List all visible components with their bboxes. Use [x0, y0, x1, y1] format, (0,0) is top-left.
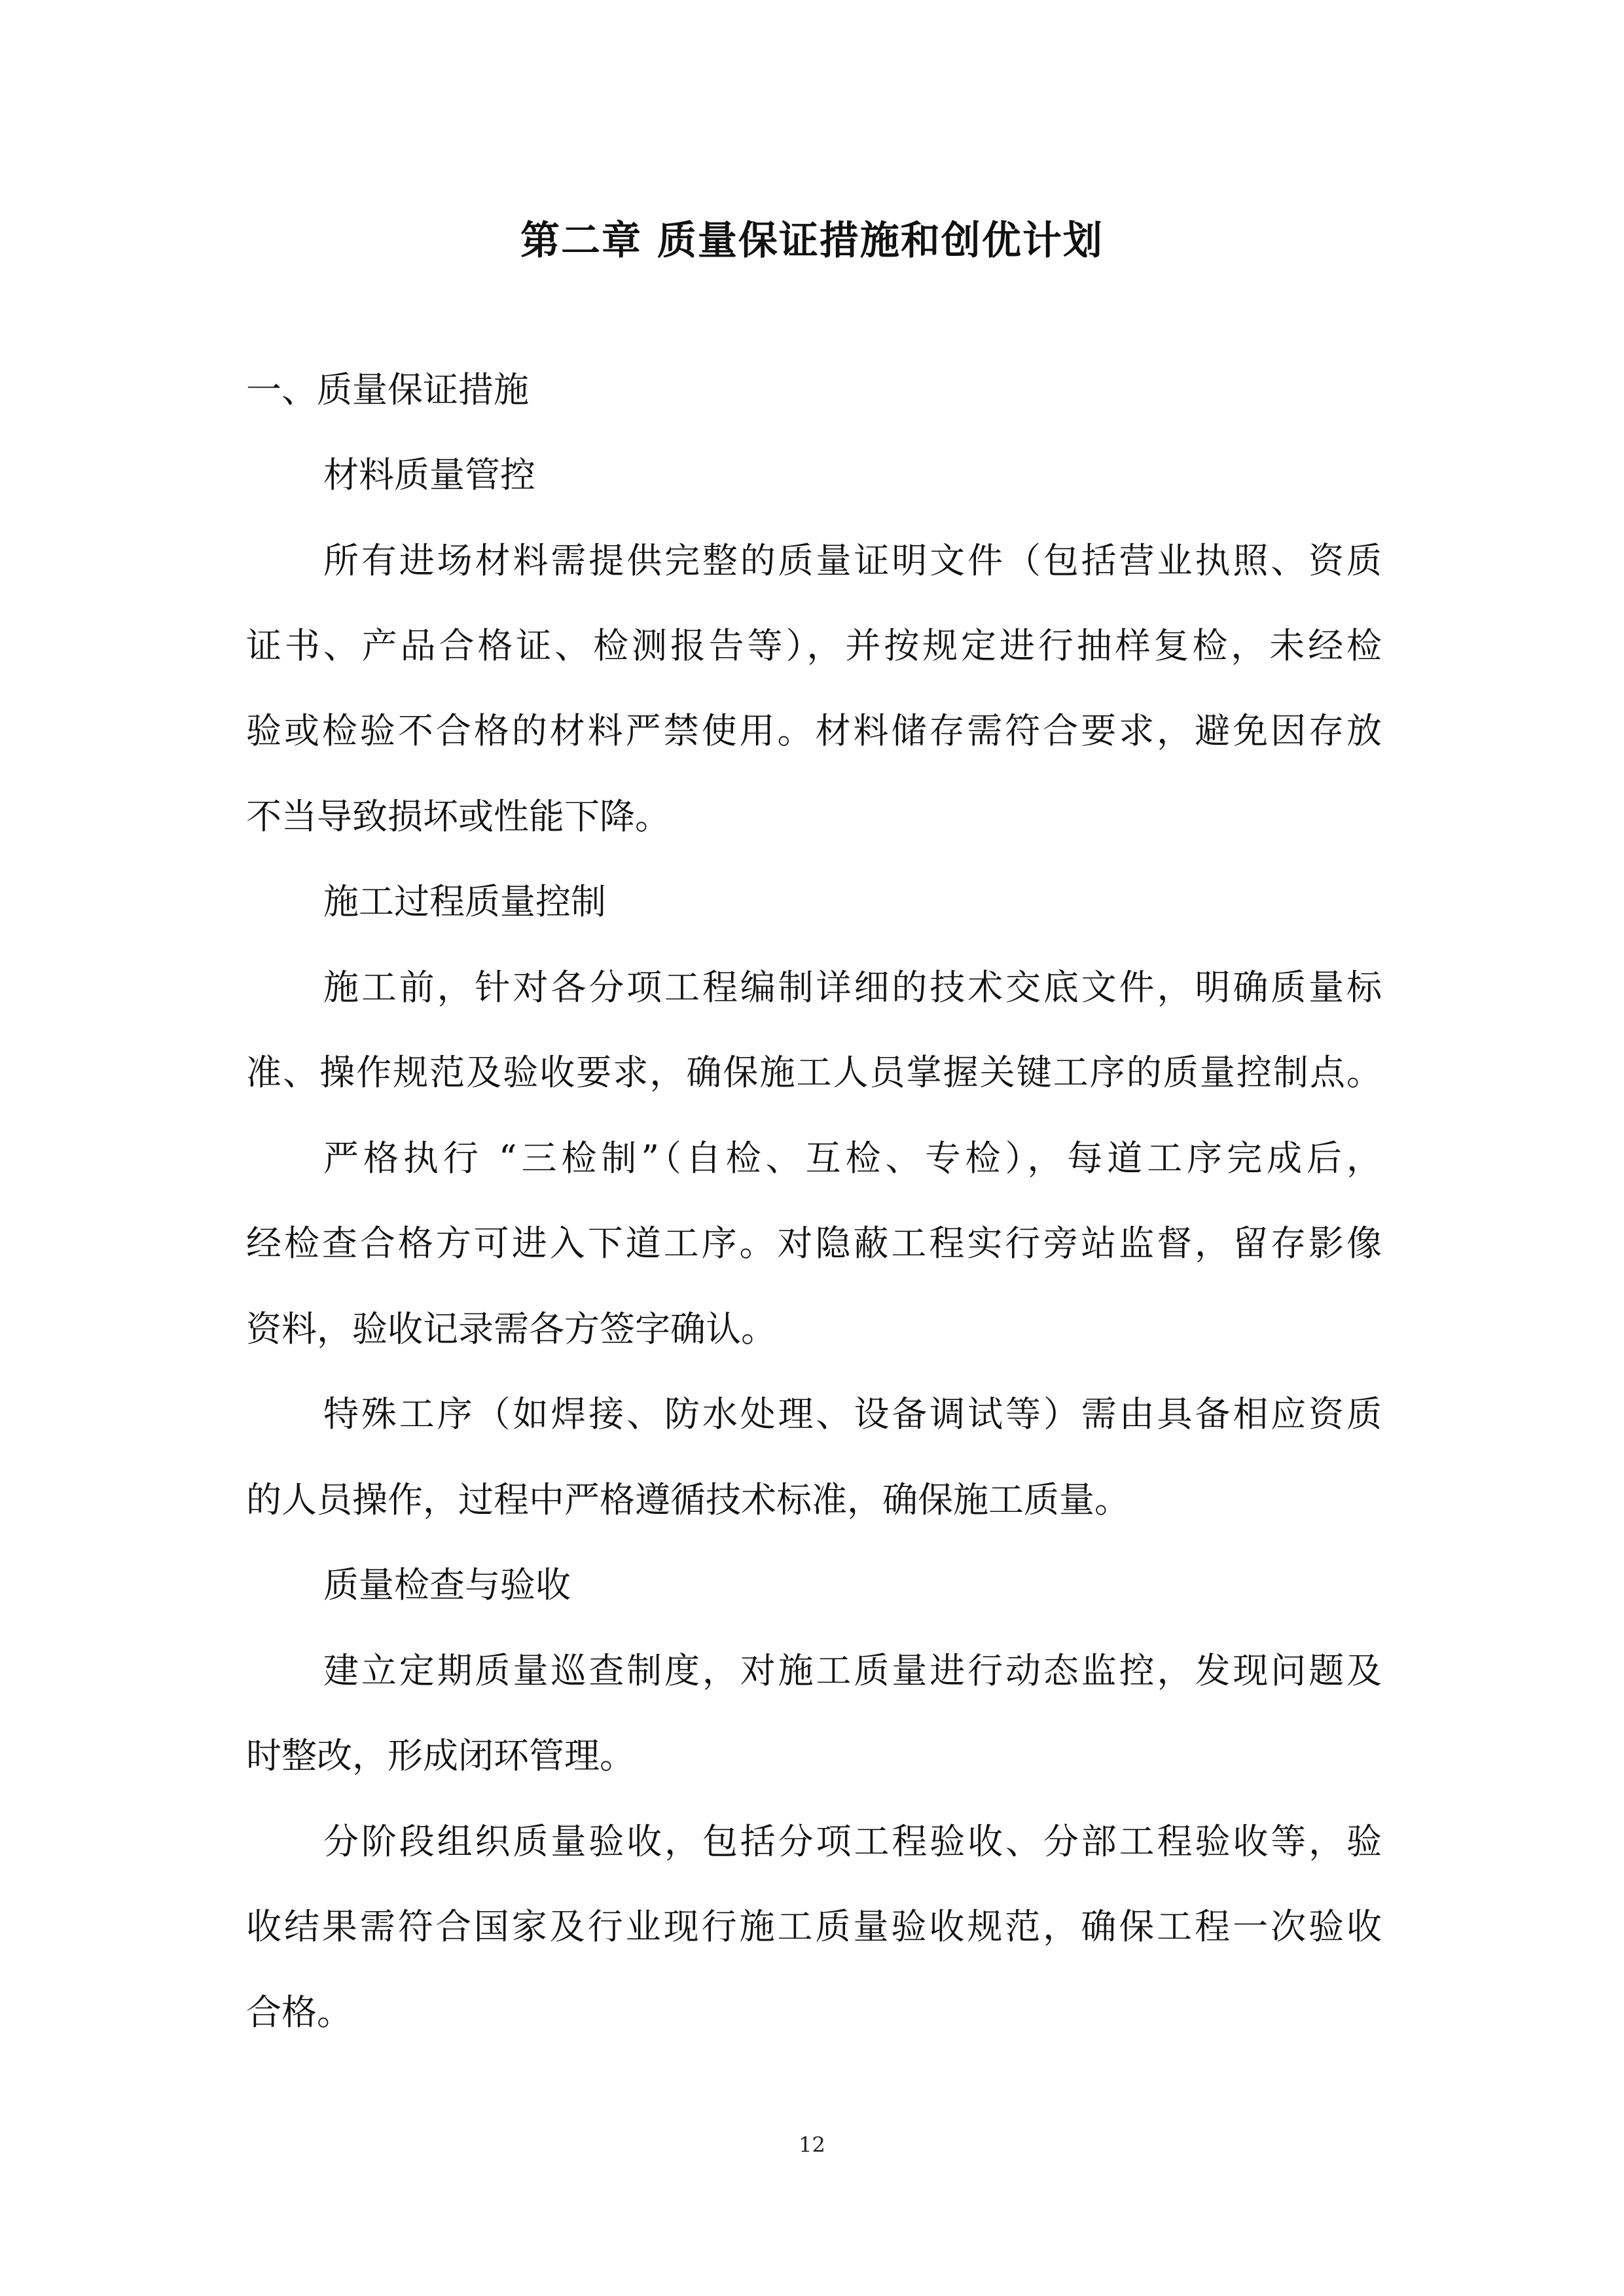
- paragraph-line: 经检查合格方可进入下道工序。对隐蔽工程实行旁站监督，留存影像: [246, 1223, 1382, 1264]
- paragraph-line: 时整改，形成闭环管理。: [246, 1735, 635, 1776]
- page-number: 12: [799, 2132, 825, 2157]
- subsection-heading-material-quality: 材料质量管控: [323, 454, 535, 495]
- paragraph-line: 验或检验不合格的材料严禁使用。材料储存需符合要求，避免因存放: [246, 710, 1382, 751]
- paragraph-line: 施工前，针对各分项工程编制详细的技术交底文件，明确质量标: [323, 967, 1382, 1008]
- paragraph-line: 不当导致损坏或性能下降。: [246, 796, 670, 837]
- paragraph-line: 特殊工序（如焊接、防水处理、设备调试等）需由具备相应资质: [323, 1393, 1382, 1435]
- subsection-heading-process-control: 施工过程质量控制: [323, 881, 606, 922]
- paragraph-line: 所有进场材料需提供完整的质量证明文件（包括营业执照、资质: [323, 540, 1382, 581]
- paragraph-line: 收结果需符合国家及行业现行施工质量验收规范，确保工程一次验收: [246, 1906, 1382, 1947]
- paragraph-line: 严格执行 “三检制”（自检、互检、专检），每道工序完成后，: [323, 1138, 1382, 1179]
- chapter-title: 第二章 质量保证措施和创优计划: [520, 218, 1104, 264]
- paragraph-line: 准、操作规范及验收要求，确保施工人员掌握关键工序的质量控制点。: [246, 1052, 1382, 1093]
- subsection-heading-inspection-acceptance: 质量检查与验收: [323, 1564, 571, 1605]
- paragraph-line: 的人员操作，过程中严格遵循技术标准，确保施工质量。: [246, 1479, 1130, 1520]
- section-heading: 一、质量保证措施: [246, 369, 529, 410]
- paragraph-line: 分阶段组织质量验收，包括分项工程验收、分部工程验收等，验: [323, 1821, 1382, 1862]
- paragraph-line: 合格。: [246, 1992, 352, 2033]
- paragraph-line: 资料，验收记录需各方签字确认。: [246, 1308, 776, 1350]
- paragraph-line: 建立定期质量巡查制度，对施工质量进行动态监控，发现问题及: [323, 1650, 1382, 1691]
- paragraph-line: 证书、产品合格证、检测报告等），并按规定进行抽样复检，未经检: [246, 625, 1382, 666]
